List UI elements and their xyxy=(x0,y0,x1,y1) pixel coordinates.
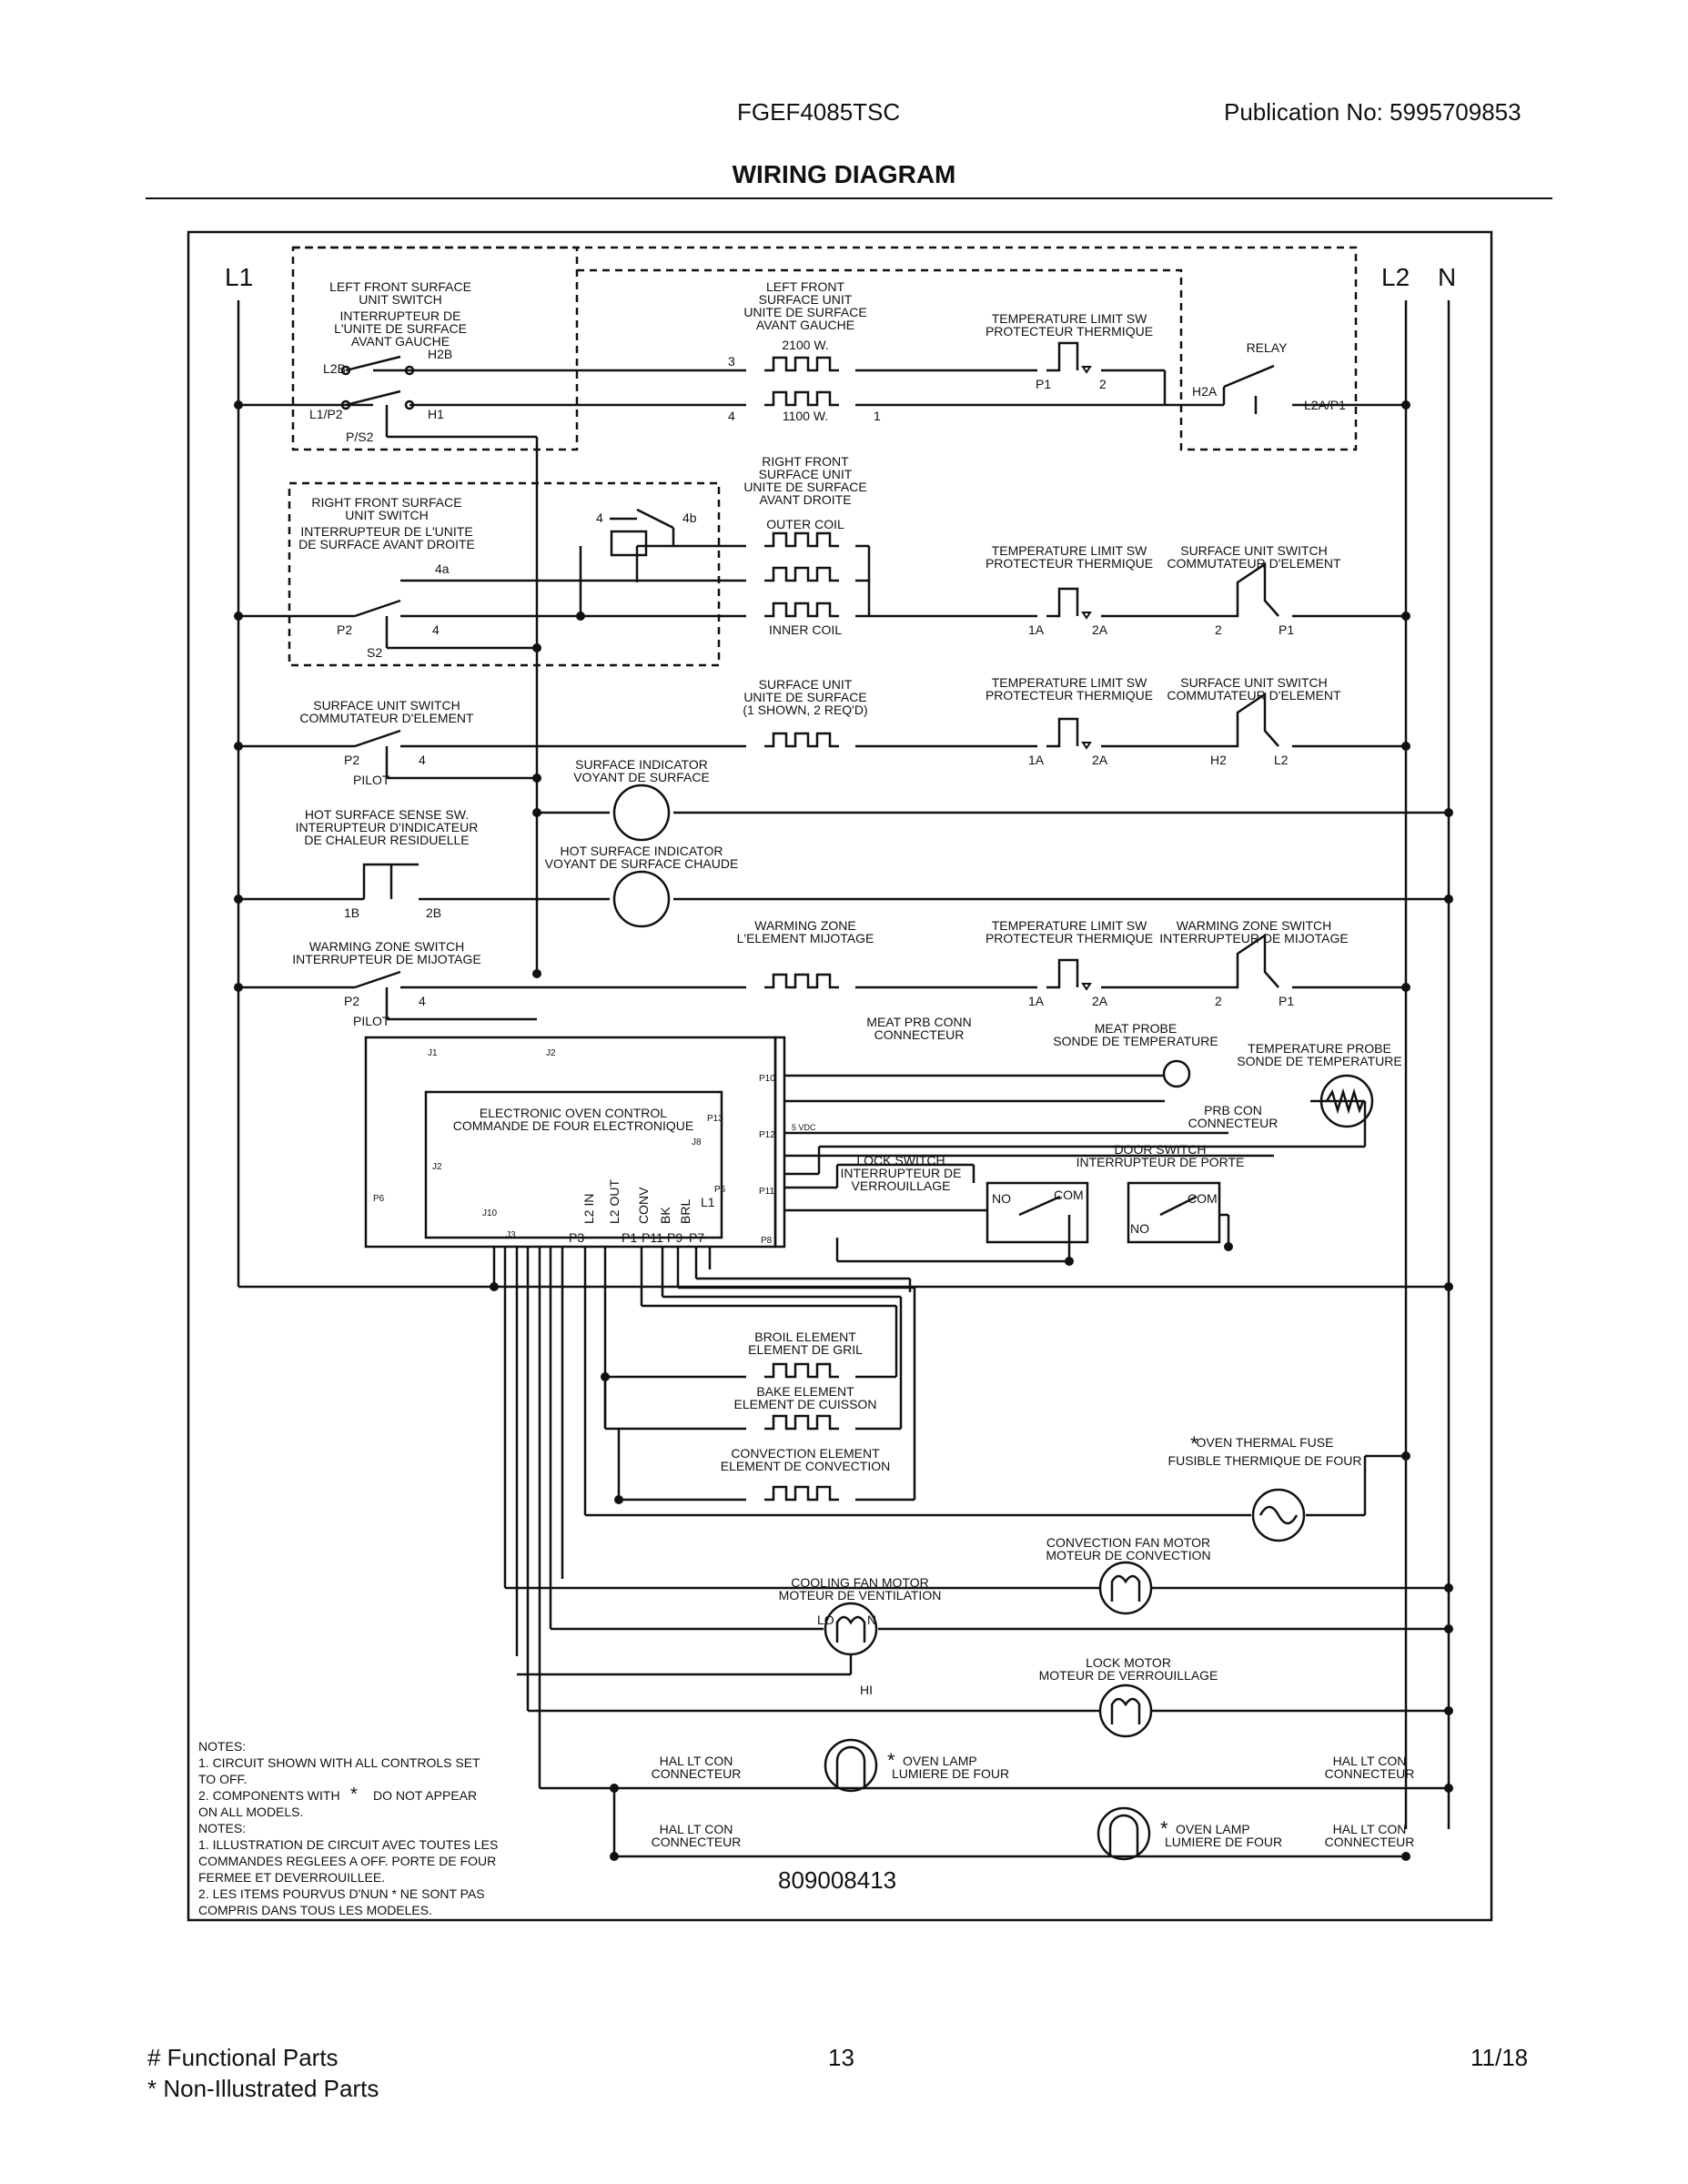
diagram-number: 809008413 xyxy=(778,1866,897,1894)
convection-title1: CONVECTION ELEMENT xyxy=(731,1446,880,1461)
rf-sw-title1: SURFACE UNIT SWITCH xyxy=(1180,543,1328,558)
tl1-p1: P1 xyxy=(1036,377,1052,391)
control-board-outline xyxy=(366,1037,775,1247)
su-sw-h2: H2 xyxy=(1210,753,1227,767)
lf-switch-title2: UNIT SWITCH xyxy=(359,292,442,307)
wz-sw-p1: P1 xyxy=(1279,994,1295,1008)
control-pin-p1: P1 xyxy=(622,1230,638,1245)
conv-fan-title1: CONVECTION FAN MOTOR xyxy=(1046,1535,1211,1550)
cool-fan-title1: COOLING FAN MOTOR xyxy=(791,1575,929,1590)
lf-unit-t1: 1 xyxy=(874,409,881,423)
control-pin-brl: BRL xyxy=(678,1198,692,1224)
lf-switch-title3: INTERRUPTEUR DE xyxy=(339,308,461,323)
wz-left-title2: INTERRUPTEUR DE MIJOTAGE xyxy=(292,952,481,966)
notes-line-4: 2. COMPONENTS WITH xyxy=(198,1788,340,1803)
control-p8: P8 xyxy=(761,1236,773,1246)
wz-temp-1a: 1A xyxy=(1028,994,1045,1008)
notes-line-2: 1. CIRCUIT SHOWN WITH ALL CONTROLS SET xyxy=(198,1755,480,1770)
door-switch-no: NO xyxy=(1130,1221,1149,1236)
hot-sense-2b: 2B xyxy=(426,905,442,920)
lf-unit-title1: LEFT FRONT xyxy=(765,279,845,294)
su-switch-title2: COMMUTATEUR D'ELEMENT xyxy=(299,711,474,725)
lock-motor-icon xyxy=(1100,1685,1151,1736)
page-number: 13 xyxy=(828,2044,854,2071)
fuse-asterisk: * xyxy=(1190,1432,1198,1455)
lf-unit-watt2: 1100 W. xyxy=(782,409,829,423)
rf-unit-title3: UNITE DE SURFACE xyxy=(743,480,867,494)
control-pin-l2in: L2 IN xyxy=(581,1193,596,1224)
wz-left-title1: WARMING ZONE SWITCH xyxy=(308,939,465,954)
notes-line-5: DO NOT APPEAR xyxy=(373,1788,478,1803)
hot-sense-1b: 1B xyxy=(344,905,360,920)
lamp1-title2: LUMIERE DE FOUR xyxy=(892,1766,1010,1781)
lf-unit-t4: 4 xyxy=(728,409,735,423)
notes-line-9: COMMANDES REGLEES A OFF. PORTE DE FOUR xyxy=(198,1854,497,1868)
control-title2: COMMANDE DE FOUR ELECTRONIQUE xyxy=(452,1118,694,1133)
control-title1: ELECTRONIC OVEN CONTROL xyxy=(479,1106,668,1120)
notes-line-7: NOTES: xyxy=(198,1821,247,1835)
lf-unit-title4: AVANT GAUCHE xyxy=(755,318,855,332)
su-title1: SURFACE UNIT xyxy=(758,677,853,692)
wz-sw-2: 2 xyxy=(1215,994,1222,1008)
wz-temp-title2: PROTECTEUR THERMIQUE xyxy=(985,931,1154,945)
su-temp-title2: PROTECTEUR THERMIQUE xyxy=(985,688,1154,703)
control-l1: L1 xyxy=(701,1195,715,1209)
l1-label: L1 xyxy=(225,263,254,291)
rf-unit-inner: INNER COIL xyxy=(768,622,843,637)
control-j8: J8 xyxy=(692,1138,702,1148)
footer-non-illustrated-parts: * Non-Illustrated Parts xyxy=(147,2075,379,2102)
control-j3: J3 xyxy=(506,1230,516,1240)
rf-switch-title2: UNIT SWITCH xyxy=(345,508,429,522)
cool-fan-title2: MOTEUR DE VENTILATION xyxy=(778,1588,942,1603)
lf-switch-l1p2: L1/P2 xyxy=(309,407,343,421)
control-pin-p11: P11 xyxy=(642,1230,663,1245)
control-pin-bk: BK xyxy=(658,1207,672,1224)
rf-sw-2: 2 xyxy=(1215,622,1222,637)
wz-left-p2: P2 xyxy=(344,994,360,1008)
publication-label: Publication No: xyxy=(1224,98,1383,126)
notes-line-1: NOTES: xyxy=(198,1739,247,1754)
meat-probe-title2: SONDE DE TEMPERATURE xyxy=(1053,1034,1218,1048)
lock-motor-title1: LOCK MOTOR xyxy=(1086,1655,1171,1670)
lock-switch-title3: VERROUILLAGE xyxy=(851,1178,951,1193)
lf-switch-ps2: P/S2 xyxy=(346,430,374,444)
su-sw-title1: SURFACE UNIT SWITCH xyxy=(1180,675,1328,690)
rf-switch-title3: INTERRUPTEUR DE L'UNITE xyxy=(300,524,473,539)
notes-line-10: FERMEE ET DEVERROUILLEE. xyxy=(198,1870,386,1885)
hot-surface-indicator-lamp xyxy=(614,872,669,926)
wz-sw-title1: WARMING ZONE SWITCH xyxy=(1176,918,1332,933)
lamp2-title2: LUMIERE DE FOUR xyxy=(1165,1835,1283,1849)
control-p13: P13 xyxy=(707,1114,723,1124)
notes-line-6: ON ALL MODELS. xyxy=(198,1805,304,1819)
tl1-p2: 2 xyxy=(1099,377,1107,391)
lf-switch-h1: H1 xyxy=(428,407,444,421)
su-temp-title1: TEMPERATURE LIMIT SW xyxy=(991,675,1147,690)
hot-sense-title2: INTERUPTEUR D'INDICATEUR xyxy=(295,820,479,834)
relay-l2ap1: L2A/P1 xyxy=(1304,398,1346,412)
temp-probe-title2: SONDE DE TEMPERATURE xyxy=(1237,1054,1402,1068)
cool-fan-n: N xyxy=(867,1613,877,1627)
surface-indicator-lamp xyxy=(614,785,669,840)
lamp1-asterisk: * xyxy=(887,1749,895,1772)
hal-con-3-title2: CONNECTEUR xyxy=(651,1835,742,1849)
hal-con-1-title2: CONNECTEUR xyxy=(651,1766,742,1781)
rf-unit-outer: OUTER COIL xyxy=(766,517,844,531)
wz-title1: WARMING ZONE xyxy=(754,918,856,933)
su-temp-2a: 2A xyxy=(1092,753,1108,767)
lf-switch-title1: LEFT FRONT SURFACE xyxy=(329,279,471,294)
rf-temp-2a: 2A xyxy=(1092,622,1108,637)
wz-left-pilot: PILOT xyxy=(353,1014,390,1028)
rf-temp-title2: PROTECTEUR THERMIQUE xyxy=(985,556,1154,571)
rf-unit-title1: RIGHT FRONT xyxy=(762,454,849,469)
lf-unit-title3: UNITE DE SURFACE xyxy=(743,305,867,319)
cool-fan-hi: HI xyxy=(860,1683,873,1697)
hot-sense-title3: DE CHALEUR RESIDUELLE xyxy=(304,833,470,847)
control-j10: J10 xyxy=(482,1208,498,1218)
control-j1: J1 xyxy=(428,1048,438,1058)
hot-sense-title1: HOT SURFACE SENSE SW. xyxy=(304,807,470,822)
prb-con-title2: CONNECTEUR xyxy=(1188,1116,1279,1130)
control-pin-p3: P3 xyxy=(569,1230,585,1245)
conv-fan-title2: MOTEUR DE CONVECTION xyxy=(1046,1548,1211,1562)
broil-title1: BROIL ELEMENT xyxy=(754,1330,856,1344)
notes-line-11: 2. LES ITEMS POURVUS D'NUN * NE SONT PAS xyxy=(198,1886,485,1901)
notes-line-12: COMPRIS DANS TOUS LES MODELES. xyxy=(198,1903,432,1917)
fuse-title2: FUSIBLE THERMIQUE DE FOUR xyxy=(1167,1453,1362,1468)
control-pin-p7: P7 xyxy=(689,1230,705,1245)
notes-asterisk: * xyxy=(350,1785,358,1805)
door-switch-title2: INTERRUPTEUR DE PORTE xyxy=(1076,1155,1245,1169)
meat-probe-title1: MEAT PROBE xyxy=(1094,1021,1178,1036)
su-switch-4: 4 xyxy=(419,753,426,767)
su-sw-l2: L2 xyxy=(1274,753,1289,767)
rf-switch-4b: 4b xyxy=(682,511,697,525)
wz-temp-2a: 2A xyxy=(1092,994,1108,1008)
footer-date: 11/18 xyxy=(1471,2044,1529,2071)
rf-switch-s2: S2 xyxy=(367,645,383,660)
relay-title: RELAY xyxy=(1246,340,1288,355)
control-pin-p9: P9 xyxy=(667,1230,683,1245)
publication-number: 5995709853 xyxy=(1390,98,1521,126)
convection-fan-motor-icon xyxy=(1100,1562,1151,1613)
su-switch-p2: P2 xyxy=(344,753,360,767)
door-switch-com: COM xyxy=(1188,1191,1218,1206)
l2-label: L2 xyxy=(1381,263,1410,291)
bake-title1: BAKE ELEMENT xyxy=(756,1384,854,1399)
surface-indicator-title1: SURFACE INDICATOR xyxy=(575,757,708,772)
control-j2: J2 xyxy=(432,1162,442,1172)
n-label: N xyxy=(1438,263,1457,291)
convection-title2: ELEMENT DE CONVECTION xyxy=(720,1459,891,1473)
lf-switch-l2b: L2B xyxy=(323,361,346,376)
prb-con-title1: PRB CON xyxy=(1204,1103,1262,1117)
rf-switch-p2: P2 xyxy=(337,622,353,637)
lf-unit-t3: 3 xyxy=(728,354,735,369)
lamp2-title1: OVEN LAMP xyxy=(1176,1822,1250,1836)
rf-unit-title2: SURFACE UNIT xyxy=(758,467,853,481)
control-pin-l2out: L2 OUT xyxy=(607,1178,622,1224)
wz-temp-title1: TEMPERATURE LIMIT SW xyxy=(991,918,1147,933)
bake-title2: ELEMENT DE CUISSON xyxy=(733,1397,877,1411)
meat-conn-title2: CONNECTEUR xyxy=(874,1027,965,1042)
meat-probe-icon xyxy=(1164,1061,1189,1087)
lock-switch-title1: LOCK SWITCH xyxy=(856,1153,945,1168)
wz-title2: L'ELEMENT MIJOTAGE xyxy=(736,931,874,945)
model-number: FGEF4085TSC xyxy=(737,98,901,126)
rf-switch-4a: 4a xyxy=(435,561,450,576)
su-switch-pilot: PILOT xyxy=(353,773,390,787)
hal-con-1-title1: HAL LT CON xyxy=(659,1754,733,1768)
tl1-title2: PROTECTEUR THERMIQUE xyxy=(985,324,1154,339)
notes-line-8: 1. ILLUSTRATION DE CIRCUIT AVEC TOUTES LES xyxy=(198,1837,499,1852)
control-p10: P10 xyxy=(759,1074,775,1084)
notes-line-3: TO OFF. xyxy=(198,1772,248,1786)
meat-conn-title1: MEAT PRB CONN xyxy=(866,1015,972,1029)
lf-switch-title4: L'UNITE DE SURFACE xyxy=(334,321,467,336)
cool-fan-lo: LO xyxy=(817,1613,834,1627)
lock-switch-com: COM xyxy=(1054,1188,1084,1202)
rf-temp-1a: 1A xyxy=(1028,622,1045,637)
control-vdc: 5 VDC xyxy=(792,1123,816,1132)
hal-con-4-title2: CONNECTEUR xyxy=(1324,1835,1415,1849)
temp-probe-title1: TEMPERATURE PROBE xyxy=(1248,1041,1391,1056)
door-switch-title1: DOOR SWITCH xyxy=(1114,1142,1207,1157)
footer-functional-parts: # Functional Parts xyxy=(147,2044,339,2071)
lamp1-title1: OVEN LAMP xyxy=(903,1754,977,1768)
rf-sw-p1: P1 xyxy=(1279,622,1295,637)
hal-con-2-title1: HAL LT CON xyxy=(1332,1754,1407,1768)
tl1-title1: TEMPERATURE LIMIT SW xyxy=(991,311,1147,326)
control-p11: P11 xyxy=(759,1187,775,1197)
control-pin-conv: CONV xyxy=(636,1187,651,1224)
lf-unit-watt1: 2100 W. xyxy=(782,338,829,352)
lamp2-asterisk: * xyxy=(1160,1817,1168,1840)
hal-con-2-title2: CONNECTEUR xyxy=(1324,1766,1415,1781)
hot-indicator-title1: HOT SURFACE INDICATOR xyxy=(560,844,723,858)
lock-motor-title2: MOTEUR DE VERROUILLAGE xyxy=(1038,1668,1218,1683)
su-sw-title2: COMMUTATEUR D'ELEMENT xyxy=(1167,688,1341,703)
hal-con-3-title1: HAL LT CON xyxy=(659,1822,733,1836)
lf-unit-title2: SURFACE UNIT xyxy=(758,292,853,307)
cooling-fan-motor-icon xyxy=(825,1603,876,1654)
hal-con-4-title1: HAL LT CON xyxy=(1332,1822,1407,1836)
relay-h2a: H2A xyxy=(1192,384,1218,399)
rf-sw-title2: COMMUTATEUR D'ELEMENT xyxy=(1167,556,1341,571)
su-switch-title1: SURFACE UNIT SWITCH xyxy=(313,698,460,713)
rf-switch-title1: RIGHT FRONT SURFACE xyxy=(311,495,462,510)
wz-left-4: 4 xyxy=(419,994,426,1008)
control-p12: P12 xyxy=(759,1130,775,1140)
rf-switch-4: 4 xyxy=(596,511,603,525)
wz-sw-title2: INTERRUPTEUR DE MIJOTAGE xyxy=(1159,931,1349,945)
surface-indicator-title2: VOYANT DE SURFACE xyxy=(573,770,710,784)
page-title: WIRING DIAGRAM xyxy=(732,160,956,188)
rf-switch-title4: DE SURFACE AVANT DROITE xyxy=(298,537,475,551)
lf-switch-h2b: H2B xyxy=(428,347,453,361)
broil-title2: ELEMENT DE GRIL xyxy=(748,1342,863,1357)
rf-switch-4-lower: 4 xyxy=(432,622,440,637)
rf-temp-title1: TEMPERATURE LIMIT SW xyxy=(991,543,1147,558)
control-p6: P6 xyxy=(373,1194,385,1204)
su-temp-1a: 1A xyxy=(1028,753,1045,767)
rf-unit-title4: AVANT DROITE xyxy=(759,492,852,507)
su-title3: (1 SHOWN, 2 REQ'D) xyxy=(743,703,868,717)
fuse-title1: OVEN THERMAL FUSE xyxy=(1196,1435,1334,1450)
su-title2: UNITE DE SURFACE xyxy=(743,690,867,704)
control-p6b: P6 xyxy=(714,1185,726,1195)
control-j2-top: J2 xyxy=(546,1048,556,1058)
lock-switch-title2: INTERRUPTEUR DE xyxy=(840,1166,962,1180)
lock-switch-no: NO xyxy=(992,1191,1011,1206)
lf-switch-title5: AVANT GAUCHE xyxy=(350,334,450,349)
hot-indicator-title2: VOYANT DE SURFACE CHAUDE xyxy=(544,856,739,871)
